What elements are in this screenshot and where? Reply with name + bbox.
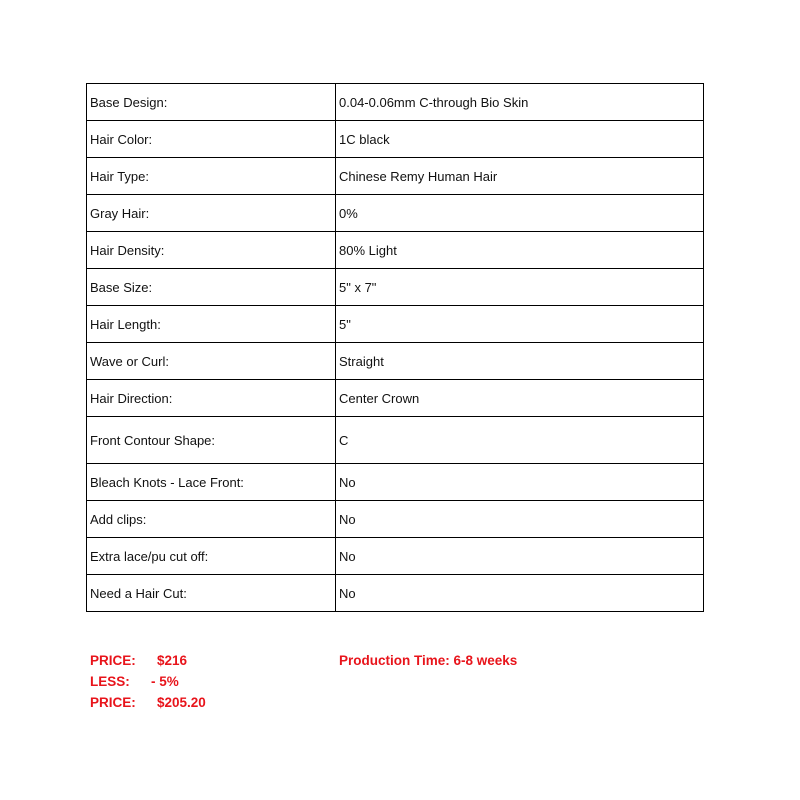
spec-row	[87, 306, 704, 343]
spec-label: Gray Hair:	[87, 195, 336, 232]
spec-label: Wave or Curl:	[87, 343, 336, 380]
price-label: PRICE:	[90, 653, 136, 668]
spec-value: Straight	[336, 343, 704, 380]
spec-label: Bleach Knots - Lace Front:	[87, 464, 336, 501]
spec-row	[87, 121, 704, 158]
discount-label: LESS:	[90, 674, 130, 689]
discount-line	[90, 671, 290, 692]
spec-row	[87, 195, 704, 232]
discount-value: - 5%	[151, 674, 179, 689]
spec-value: No	[336, 538, 704, 575]
spec-value: Chinese Remy Human Hair	[336, 158, 704, 195]
price-value: $216	[157, 653, 188, 668]
spec-value: 1C black	[336, 121, 704, 158]
final-price-line	[90, 692, 290, 713]
spec-row	[87, 417, 704, 464]
spec-label: Front Contour Shape:	[87, 417, 336, 464]
spec-value: 5"	[336, 306, 704, 343]
spec-label: Hair Density:	[87, 232, 336, 269]
spec-row	[87, 84, 704, 121]
spec-row	[87, 380, 704, 417]
spec-row	[87, 464, 704, 501]
spec-value: No	[336, 464, 704, 501]
spec-label: Hair Length:	[87, 306, 336, 343]
spec-value: 5" x 7"	[336, 269, 704, 306]
spec-row	[87, 501, 704, 538]
spec-row	[87, 158, 704, 195]
spec-value: No	[336, 575, 704, 612]
spec-label: Base Size:	[87, 269, 336, 306]
spec-value: 0%	[336, 195, 704, 232]
price-block	[90, 650, 290, 713]
spec-label: Extra lace/pu cut off:	[87, 538, 336, 575]
spec-table	[86, 83, 704, 612]
spec-value: 0.04-0.06mm C-through Bio Skin	[336, 84, 704, 121]
spec-value: No	[336, 501, 704, 538]
spec-row	[87, 575, 704, 612]
spec-value: Center Crown	[336, 380, 704, 417]
spec-row	[87, 269, 704, 306]
spec-label: Add clips:	[87, 501, 336, 538]
price-line	[90, 650, 290, 671]
spec-label: Hair Type:	[87, 158, 336, 195]
spec-label: Base Design:	[87, 84, 336, 121]
final-price-value: $205.20	[157, 695, 206, 710]
spec-value: C	[336, 417, 704, 464]
spec-label: Hair Direction:	[87, 380, 336, 417]
production-time: Production Time: 6-8 weeks	[339, 653, 518, 668]
spec-label: Need a Hair Cut:	[87, 575, 336, 612]
spec-label: Hair Color:	[87, 121, 336, 158]
spec-row	[87, 232, 704, 269]
spec-row	[87, 343, 704, 380]
final-price-label: PRICE:	[90, 695, 136, 710]
spec-value: 80% Light	[336, 232, 704, 269]
spec-row	[87, 538, 704, 575]
